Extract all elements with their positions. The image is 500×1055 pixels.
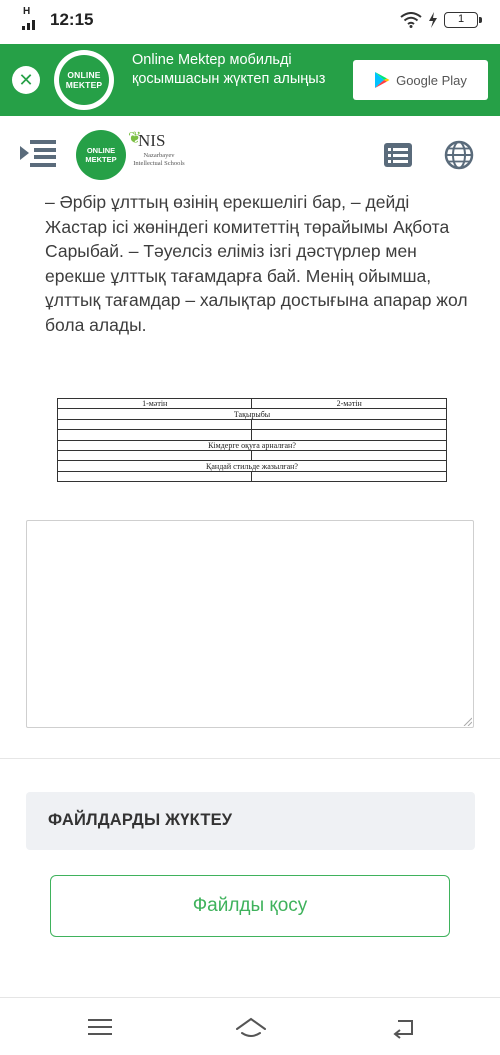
signal-icon [22, 8, 42, 32]
header-logo-line2: MEKTEP [85, 155, 117, 164]
table-cell [58, 419, 252, 429]
nis-leaf-icon: ❦ [128, 130, 142, 147]
table-cell [58, 430, 252, 440]
logo-text-line2: MEKTEP [65, 80, 103, 90]
table-cell [58, 450, 252, 460]
upload-panel [26, 792, 475, 850]
table-cell [252, 419, 447, 429]
resize-handle-icon[interactable] [462, 716, 472, 726]
logo-text-line1: ONLINE [67, 70, 101, 80]
status-right [400, 12, 478, 28]
menu-lines-icon[interactable] [86, 1015, 114, 1039]
header-online-mektep-logo[interactable] [76, 130, 126, 180]
table-section-row: Қандай стильде жазылған? [58, 461, 447, 471]
table-row [58, 430, 447, 440]
table-header-cell: 2-мәтін [252, 399, 447, 409]
online-mektep-logo [54, 50, 114, 110]
table-header-cell: 1-мәтін [58, 399, 252, 409]
banner-message: Online Mektep мобильді қосымшасын жүктеп алыңыз [132, 52, 326, 87]
navigation-bar [0, 997, 500, 1055]
status-left [22, 8, 93, 32]
table-cell [252, 430, 447, 440]
header-logo-line1: ONLINE [86, 146, 116, 155]
status-bar [0, 0, 500, 44]
status-time: 12:15 [50, 10, 94, 29]
nis-word: NIS [138, 131, 166, 150]
wifi-icon [400, 12, 422, 28]
table-section-row: Кімдерге оқуға арналған? [58, 440, 447, 450]
nis-logo [128, 128, 188, 186]
table-row [58, 409, 447, 419]
table-row [58, 471, 447, 481]
app-download-banner [0, 44, 500, 116]
table-row [58, 461, 447, 471]
table-row [58, 419, 447, 429]
question-text: – Әрбір ұлттың өзінің ерекшелігі бар, – дейді Жастар ісі жөніндегі комитеттің төрайымы Ақбота Сарыбай. – Тәуелсіз еліміз ізгі дәстүрлер мен ерекше ұлттық тағамдарға бай. Менің ойымша, ұлттық тағамдар – халықтар достығына апарар жол бола алады. [45, 192, 468, 335]
table-cell [58, 471, 252, 481]
list-icon[interactable] [384, 143, 412, 167]
network-type: H [23, 6, 31, 17]
table-row [58, 450, 447, 460]
answer-textarea[interactable] [26, 520, 474, 728]
charging-icon [428, 12, 438, 28]
menu-icon[interactable] [20, 138, 56, 168]
comparison-table [57, 398, 447, 482]
back-icon[interactable] [390, 1015, 418, 1039]
add-file-button[interactable]: Файлды қосу [50, 875, 450, 937]
table-row [58, 440, 447, 450]
table-cell [252, 450, 447, 460]
nis-subtitle: Nazarbayev Intellectual Schools [133, 152, 185, 167]
google-play-label: Google Play [396, 72, 467, 88]
site-header [0, 116, 500, 196]
upload-title: ФАЙЛДАРДЫ ЖҮКТЕУ [48, 811, 233, 829]
section-divider [0, 758, 500, 759]
home-icon[interactable] [234, 1015, 268, 1039]
battery-icon: 1 [444, 12, 478, 28]
table-section-row: Тақырыбы [58, 409, 447, 419]
table-row [58, 399, 447, 409]
google-play-button[interactable] [353, 60, 488, 100]
globe-icon[interactable] [444, 140, 474, 170]
table-cell [252, 471, 447, 481]
close-icon[interactable]: ✕ [12, 66, 40, 94]
google-play-icon [374, 71, 390, 89]
